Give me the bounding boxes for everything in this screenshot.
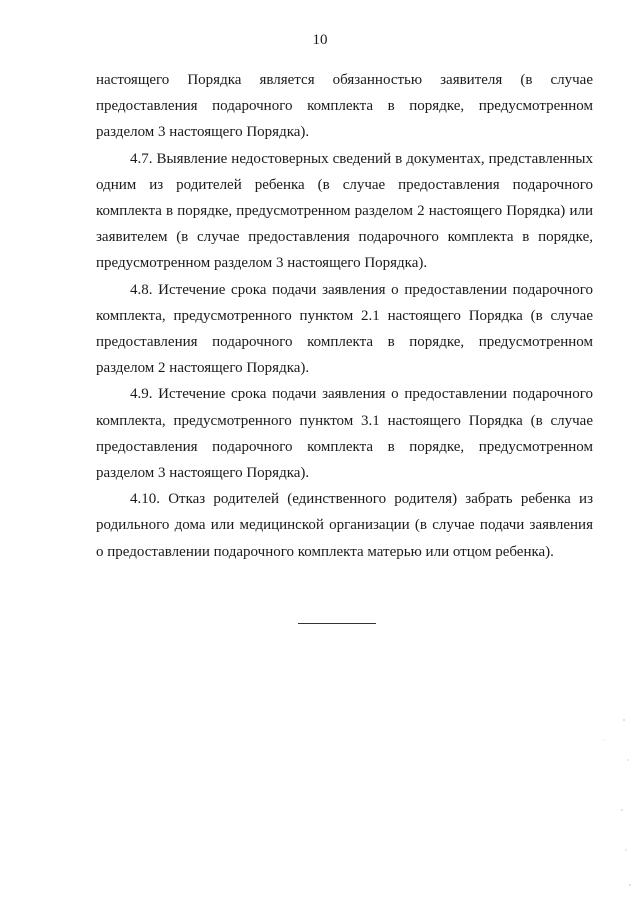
text-line: 4.9. Истечение срока подачи заявления о предоставлении подарочного	[130, 386, 593, 403]
text-line: настоящего Порядка является обязанностью заявителя (в случае	[96, 72, 593, 88]
text-line: разделом 2 настоящего Порядка).	[96, 360, 310, 377]
text-line: комплекта, предусмотренного пунктом 2.1 настоящего Порядка (в случае	[96, 307, 593, 324]
text-line: 4.10. Отказ родителей (единственного родителя) забрать ребенка из	[130, 491, 593, 508]
text-line: о предоставлении подарочного комплекта матерью или отцом ребенка).	[96, 543, 554, 560]
text-line: предусмотренном разделом 3 настоящего Порядка).	[96, 255, 428, 272]
paragraph-4-9	[96, 381, 593, 486]
document-body	[96, 67, 593, 565]
scan-noise-specks	[594, 700, 634, 900]
text-line: одним из родителей ребенка (в случае предоставления подарочного	[96, 176, 593, 193]
end-separator-line	[298, 623, 376, 624]
page-number: 10	[312, 32, 328, 48]
text-line: разделом 3 настоящего Порядка).	[96, 465, 310, 482]
text-line: 4.7. Выявление недостоверных сведений в документах, представленных	[130, 150, 593, 167]
text-line: заявителем (в случае предоставления подарочного комплекта в порядке,	[96, 229, 593, 246]
text-line: родильного дома или медицинской организации (в случае подачи заявления	[96, 517, 593, 534]
text-line: комплекта в порядке, предусмотренном разделом 2 настоящего Порядка) или	[96, 203, 593, 220]
text-line: 4.8. Истечение срока подачи заявления о предоставлении подарочного	[130, 281, 593, 298]
paragraph-4-10	[96, 486, 593, 565]
paragraph-4-7	[96, 146, 593, 277]
paragraph-continuation	[96, 67, 593, 146]
text-line: предоставления подарочного комплекта в порядке, предусмотренном	[96, 438, 593, 455]
text-line: предоставления подарочного комплекта в порядке, предусмотренном	[96, 334, 593, 351]
text-line: предоставления подарочного комплекта в порядке, предусмотренном	[96, 98, 593, 115]
text-line: комплекта, предусмотренного пунктом 3.1 настоящего Порядка (в случае	[96, 412, 593, 429]
paragraph-4-8	[96, 277, 593, 382]
text-line: разделом 3 настоящего Порядка).	[96, 124, 310, 141]
